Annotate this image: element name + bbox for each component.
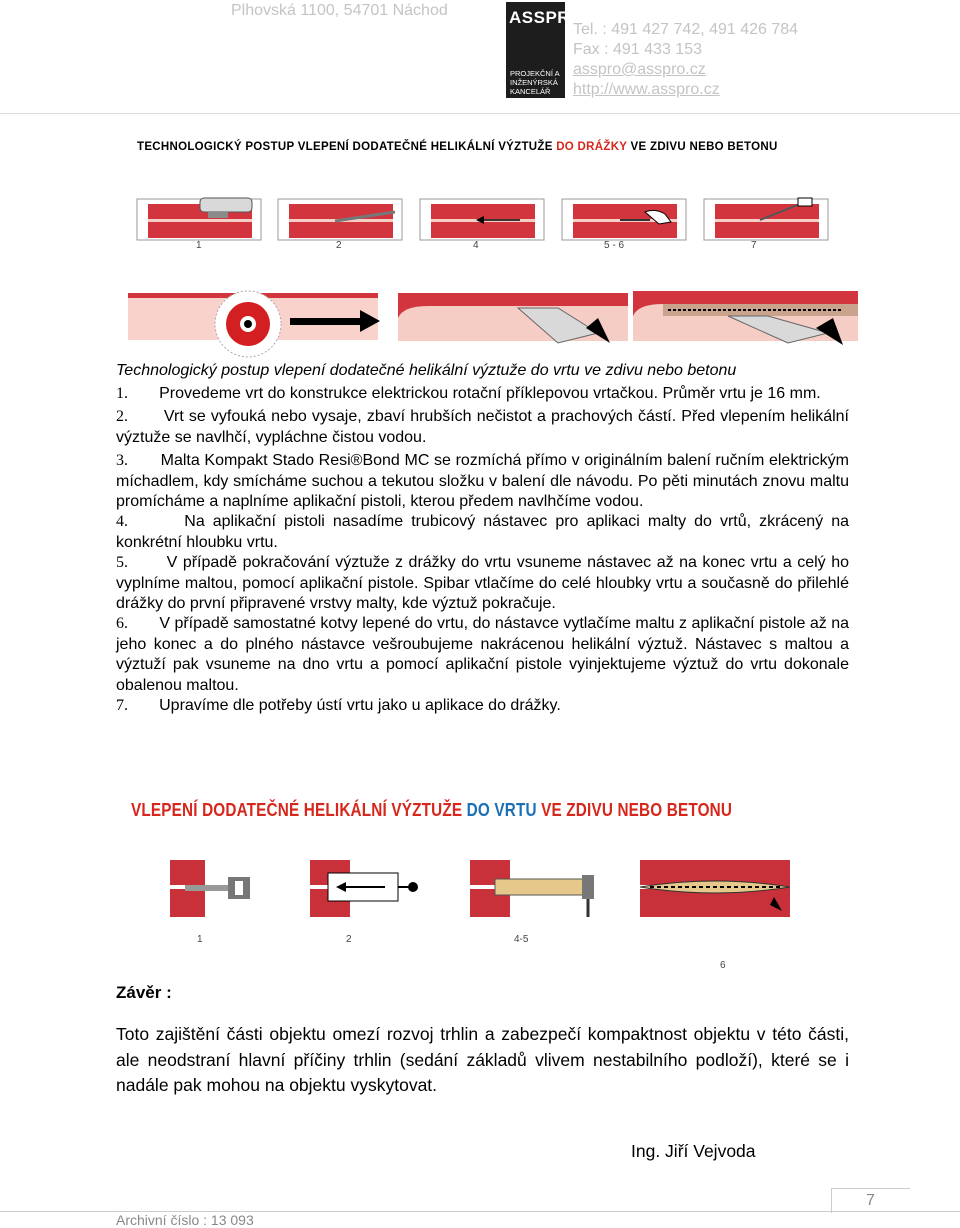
contact-web-link[interactable]: http://www.asspro.cz — [573, 81, 720, 98]
figure1-caption: Technologický postup vlepení dodatečné helikální výztuže do vrtu ve zdivu nebo betonu — [116, 362, 737, 379]
logo-subtitle: PROJEKČNÍ A INŽENÝRSKÁ KANCELÁŘ s.r.o. — [510, 69, 560, 105]
hole-panel — [398, 293, 628, 343]
groove-step-label-1: 1 — [196, 240, 202, 251]
conclusion-heading: Závěr : — [116, 983, 172, 1002]
contact-tel: Tel. : 491 427 742, 491 426 784 — [573, 21, 799, 38]
procedure-steps — [116, 384, 849, 717]
header-divider — [0, 113, 960, 114]
procedure-step-6: 6. V případě samostatné kotvy lepené do vrtu, do nástavce vytlačíme maltu z aplikační pistole až na jeho konec a do plného nástavce vešroubujeme nakrácenou helikální výztuž. Nástavec s maltou a výztuží pak vsuneme na dno vrtu a pomocí aplikační pistole vyinjektujeme výztuž do vrtu dokonale obalenou maltou. — [116, 615, 849, 694]
groove-step-label-5-6: 5 - 6 — [604, 240, 625, 251]
groove-step-5-6-panel — [562, 199, 686, 240]
groove-step-label-4: 4 — [473, 240, 479, 251]
drill-process-diagram — [128, 288, 858, 358]
drill-panel — [128, 291, 380, 357]
procedure-step-1: 1. Provedeme vrt do konstrukce elektrickou rotační příklepovou vrtačkou. Průměr vrtu je 16 mm. — [116, 385, 821, 402]
hole-step-label-2: 2 — [346, 934, 352, 945]
groove-step-4-panel — [420, 199, 544, 240]
hole-step-label-6: 6 — [720, 960, 726, 971]
procedure-step-4: 4. Na aplikační pistoli nasadíme trubicový nástavec pro aplikaci malty do vrtů, zkrácený na konkrétní hloubku vrtu. — [116, 513, 849, 551]
company-address: Plhovská 1100, 54701 Náchod — [231, 2, 448, 19]
groove-step-1-panel — [137, 198, 261, 240]
hole-step-6-panel — [640, 860, 790, 917]
hole-steps-diagram — [170, 855, 790, 935]
hole-step-label-1: 1 — [197, 934, 203, 945]
procedure-step-2: 2. Vrt se vyfouká nebo vysaje, zbaví hrubších nečistot a prachových částí. Před vlepením helikální výztuže se navlhčí, vypláchne čistou vodou. — [116, 408, 849, 446]
groove-step-label-7: 7 — [751, 240, 757, 251]
hole-step-2-panel — [310, 860, 418, 917]
figure1-title: TECHNOLOGICKÝ POSTUP VLEPENÍ DODATEČNÉ HELIKÁLNÍ VÝZTUŽE DO DRÁŽKY VE ZDIVU NEBO BETONU — [137, 141, 778, 153]
procedure-step-3: 3. Malta Kompakt Stado Resi®Bond MC se rozmíchá přímo v originálním balení ručním elektrickým míchadlem, kdy smícháme suchou a tekutou složku v balení dle návodu. Po pěti minutách znovu maltu promícháme a naplníme aplikační pistoli, kterou předem navlhčíme vodou. — [116, 452, 849, 511]
company-logo — [506, 2, 584, 105]
page-number-box — [831, 1188, 910, 1213]
contact-email-link[interactable]: asspro@asspro.cz — [573, 61, 706, 78]
procedure-step-5: 5. V případě pokračování výztuže z drážky do vrtu vsuneme nástavec až na konec vrtu a celý ho vyplníme maltou, pomocí aplikační pistole. Spibar vtlačíme do celé hloubky vrtu a současně do přilehlé drážky do první připravené vrstvy malty, kde výztuž pokračuje. — [116, 554, 850, 613]
procedure-step-7: 7. Upravíme dle potřeby ústí vrtu jako u aplikace do drážky. — [116, 697, 561, 715]
hole-step-4-5-panel — [470, 860, 594, 917]
contact-block — [573, 20, 798, 100]
groove-step-2-panel — [278, 199, 402, 240]
groove-step-label-2: 2 — [336, 240, 342, 251]
groove-step-7-panel — [704, 198, 828, 240]
logo-name: ASSPRO — [509, 8, 584, 27]
filled-hole-panel — [633, 291, 858, 345]
contact-fax: Fax : 491 433 153 — [573, 41, 702, 58]
archive-number: Archivní číslo : 13 093 — [116, 1212, 254, 1228]
hole-step-1-panel — [170, 860, 250, 917]
hole-step-label-4-5: 4-5 — [514, 934, 529, 945]
conclusion-text: Toto zajištění části objektu omezí rozvoj trhlin a zabezpečí kompaktnost objektu v této části, ale neodstraní hlavní příčiny trhlin (sedání základů vlivem nestabilního podloží), které se i nadále pak mohou na objektu vyskytovat. — [116, 1024, 849, 1095]
groove-steps-diagram — [130, 190, 830, 260]
page-number: 7 — [866, 1192, 875, 1209]
figure2-title: VLEPENÍ DODATEČNÉ HELIKÁLNÍ VÝZTUŽE DO VRTU VE ZDIVU NEBO BETONU — [131, 800, 733, 820]
author-signature: Ing. Jiří Vejvoda — [631, 1141, 756, 1161]
